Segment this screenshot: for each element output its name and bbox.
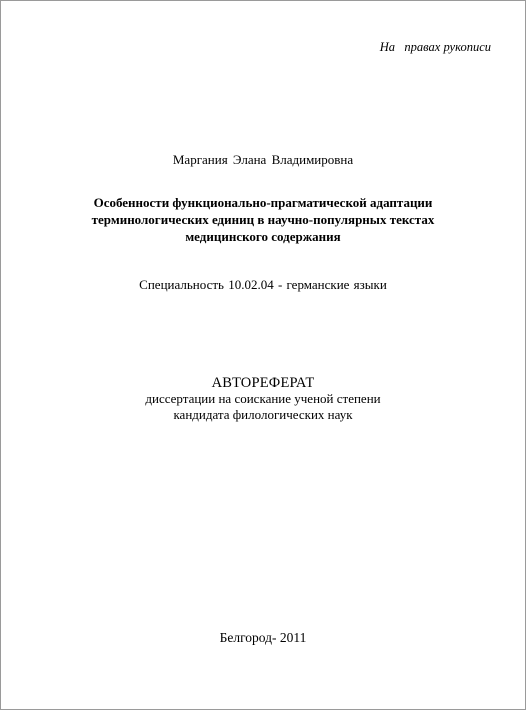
- purpose-line-2: кандидата филологических наук: [173, 407, 353, 422]
- title-line-1: Особенности функционально-прагматической адаптации: [93, 195, 433, 210]
- city-year: Белгород- 2011: [219, 630, 307, 645]
- purpose-line-1: диссертации на соискание ученой степени: [145, 391, 381, 406]
- manuscript-note: На правах рукописи: [379, 40, 491, 54]
- author-name: Маргания Элана Владимировна: [172, 152, 354, 167]
- title-line-3: медицинского содержания: [185, 229, 341, 244]
- title-line-2: терминологических единиц в научно-популярных текстах: [91, 212, 435, 227]
- document-type: АВТОРЕФЕРАТ: [211, 375, 315, 391]
- specialty-line: Специальность 10.02.04 - германские языки: [139, 277, 387, 292]
